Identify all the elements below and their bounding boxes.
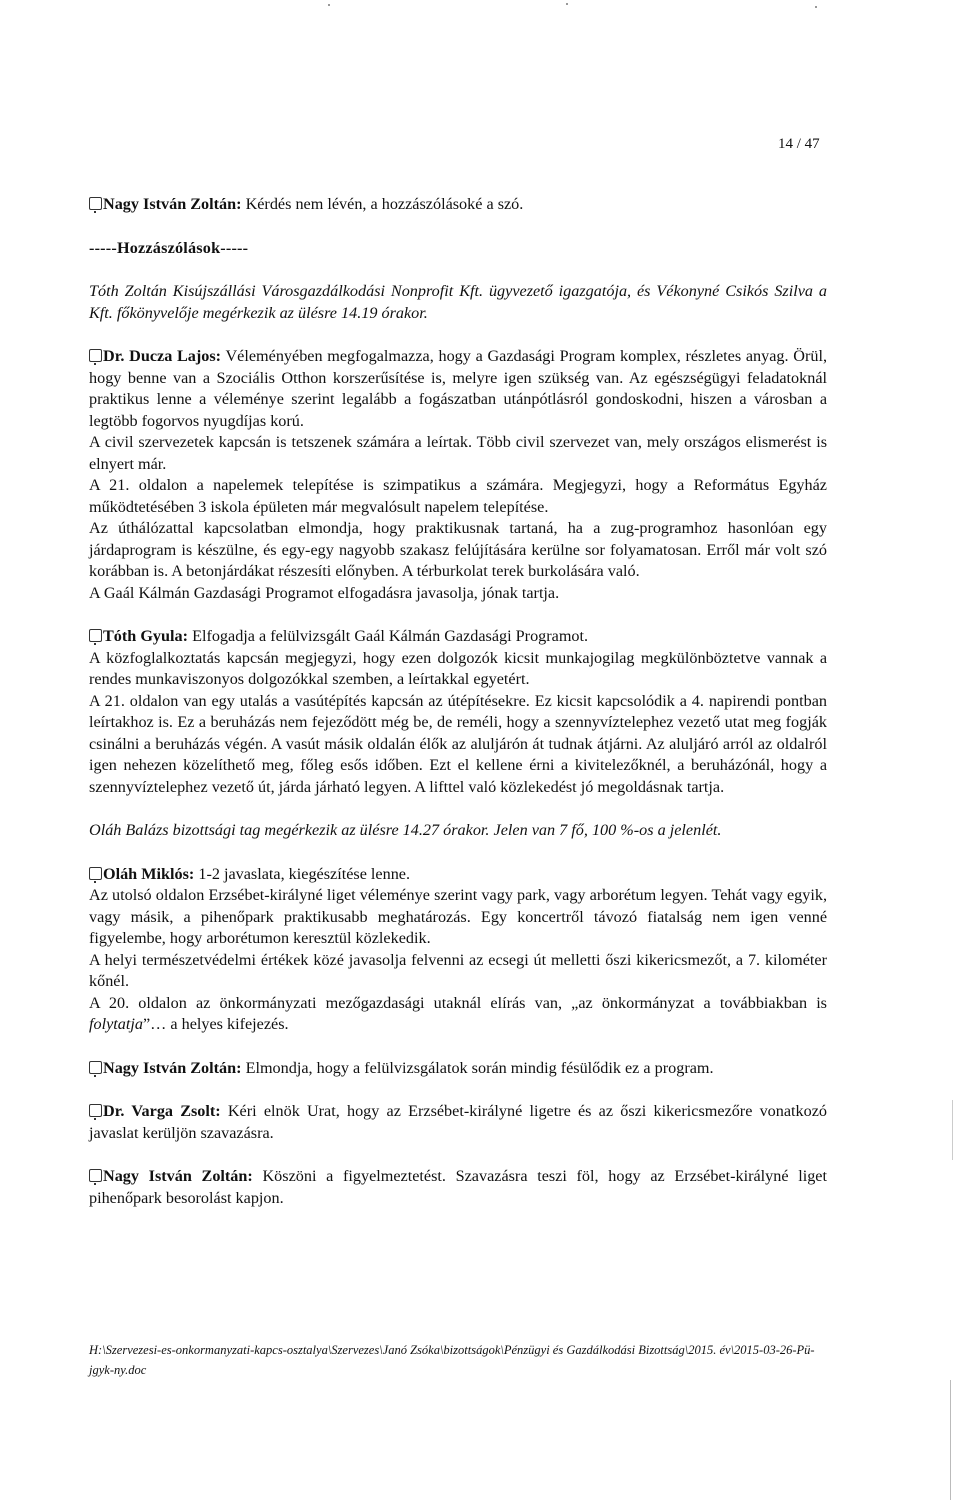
paragraph-toth [89, 626, 827, 648]
paragraph-nagy-2 [89, 1058, 827, 1080]
paragraph-nagy-1 [89, 194, 827, 216]
checkbox-bullet-icon [89, 349, 102, 362]
scan-edge-line [950, 1380, 951, 1500]
speaker-name: Nagy István Zoltán: [103, 195, 242, 213]
speech-text: Kérdés nem lévén, a hozzászólásoké a szó. [241, 195, 524, 213]
scan-speck [328, 4, 330, 6]
document-body [89, 194, 827, 1209]
speech-line: Az úthálózattal kapcsolatban elmondja, hogy praktikusnak tartaná, ha a zug-programhoz hasonlóan egy járdaprogram is készülne, és egy-egy nagyobb szakasz felújítására kerülne sor folyamatosan. Erről már volt szó korábban is. A betonjárdákat részesíti előnyben. A térburkolat terek burkolására való. [89, 519, 827, 580]
checkbox-bullet-icon [89, 1104, 102, 1117]
scan-speck [566, 3, 568, 5]
arrival-note: Tóth Zoltán Kisújszállási Városgazdálkodási Nonprofit Kft. ügyvezető igazgatója, és Vékonyné Csikós Szilva a Kft. főkönyvelője megérkezik az ülésre 14.19 órakor. [89, 282, 827, 322]
scan-speck [815, 6, 817, 8]
checkbox-bullet-icon [89, 629, 102, 642]
paragraph-olah [89, 864, 827, 886]
section-heading: -----Hozzászólások----- [89, 238, 249, 257]
speaker-name: Nagy István Zoltán: [103, 1058, 242, 1077]
speaker-name: Tóth Gyula: [103, 627, 189, 645]
checkbox-bullet-icon [89, 1169, 102, 1182]
checkbox-bullet-icon [89, 197, 102, 210]
speech-line: A közfoglalkoztatás kapcsán megjegyzi, hogy ezen dolgozók kicsit munkajogilag megkülönböztetve vannak a rendes munkaviszonyos dolgozókkal szemben, a leírtakkal egyetért. [89, 648, 827, 688]
checkbox-bullet-icon [89, 867, 102, 880]
speech-text: Elmondja, hogy a felülvizsgálatok során mindig fésülődik ez a program. [241, 1058, 714, 1077]
speech-text: ”… a helyes kifejezés. [142, 1015, 289, 1033]
paragraph-ducza [89, 346, 827, 432]
scan-edge-line [952, 1100, 953, 1160]
speech-line: A 21. oldalon van egy utalás a vasútépítés kapcsán az útépítésekre. Ez kicsit kapcsolódik a 4. napirendi pontban leírtakhoz is. Ez a beruházás nem fejeződött még be, de reméli, hogy a szennyvíztelephez vezető utat meg fogják csinálni a beruházás végén. A vasút másik oldalán élők az aluljárón át tudnak átjárni. Az aluljáró arról az oldalról igen nehezen közelíthető meg, főleg esős időben. Ezt el kellene érni a kivitelezőknél, a beruházónál, hogy a szennyvíztelephez vezető út, járda járható legyen. A lifttel való közlekedést jó megoldásnak tartja. [89, 691, 827, 796]
page-number: 14 / 47 [778, 136, 820, 152]
speaker-name: Oláh Miklós: [103, 864, 195, 883]
speech-text: 1-2 javaslata, kiegészítése lenne. [194, 864, 411, 883]
speech-line: A civil szervezetek kapcsán is tetszenek számára a leírtak. Több civil szervezet van, mely országos elismerést is elnyert már. [89, 433, 827, 473]
file-path-footer: H:\Szervezesi-es-onkormanyzati-kapcs-osztalya\Szervezes\Janó Zsóka\bizottságok\Pénzügyi és Gazdálkodási Bizottság\2015. év\2015-03-26-Pü-jgyk-ny.doc [89, 1343, 815, 1377]
arrival-note: Oláh Balázs bizottsági tag megérkezik az ülésre 14.27 órakor. Jelen van 7 fő, 100 %-os a jelenlét. [89, 821, 722, 839]
paragraph-varga [89, 1101, 827, 1144]
speech-text: Köszöni a figyelmeztetést. Szavazásra teszi föl, hogy az Erzsébet-királyné liget pihenőpark besorolást kapjon. [89, 1167, 827, 1207]
quoted-phrase: folytatja [89, 1015, 143, 1033]
speaker-name: Dr. Varga Zsolt: [103, 1102, 221, 1120]
speech-text: Kéri elnök Urat, hogy az Erzsébet-királyné ligetre és az őszi kikericsmezőre vonatkozó javaslat kerüljön szavazásra. [89, 1102, 827, 1142]
speech-line: Az utolsó oldalon Erzsébet-királyné liget véleménye szerint vagy park, vagy arborétum legyen. Tehát vagy egyik, vagy másik, a pihenőpark praktikusabb meghatározás. Egy koncertről távozó fiatalság nem igen venné figyelembe, hogy arborétumon keresztül közlekedik. [89, 886, 827, 947]
speech-text: Véleményében megfogalmazza, hogy a Gazdasági Program komplex, részletes anyag. Örül, hogy benne van a Szociális Otthon korszerűsítése is, melyre igen szükség van. Az egészségügyi feladatoknál praktikus lenne a véleménye szerint legalább a fogászatban utánpótlásról gondoskodni, hiszen a városban a legtöbb fogorvos nyugdíjas korú. [89, 347, 827, 430]
paragraph-nagy-3 [89, 1166, 827, 1209]
speech-line: A 21. oldalon a napelemek telepítése is szimpatikus a számára. Megjegyzi, hogy a Református Egyház működtetésében 3 iskola épületen már megvalósult napelem telepítése. [89, 476, 827, 516]
checkbox-bullet-icon [89, 1061, 102, 1074]
speaker-name: Nagy István Zoltán: [103, 1167, 253, 1185]
speech-line [89, 993, 827, 1036]
speech-text: A 20. oldalon az önkormányzati mezőgazdasági utaknál elírás van, „az önkormányzat a továbbiakban is [89, 993, 827, 1012]
speech-line: A helyi természetvédelmi értékek közé javasolja felvenni az ecsegi út melletti őszi kikericsmezőt, a 7. kilométer kőnél. [89, 950, 827, 990]
speaker-name: Dr. Ducza Lajos: [103, 347, 222, 365]
speech-line: A Gaál Kálmán Gazdasági Programot elfogadásra javasolja, jónak tartja. [89, 583, 560, 602]
speech-text: Elfogadja a felülvizsgált Gaál Kálmán Gazdasági Programot. [188, 627, 589, 645]
